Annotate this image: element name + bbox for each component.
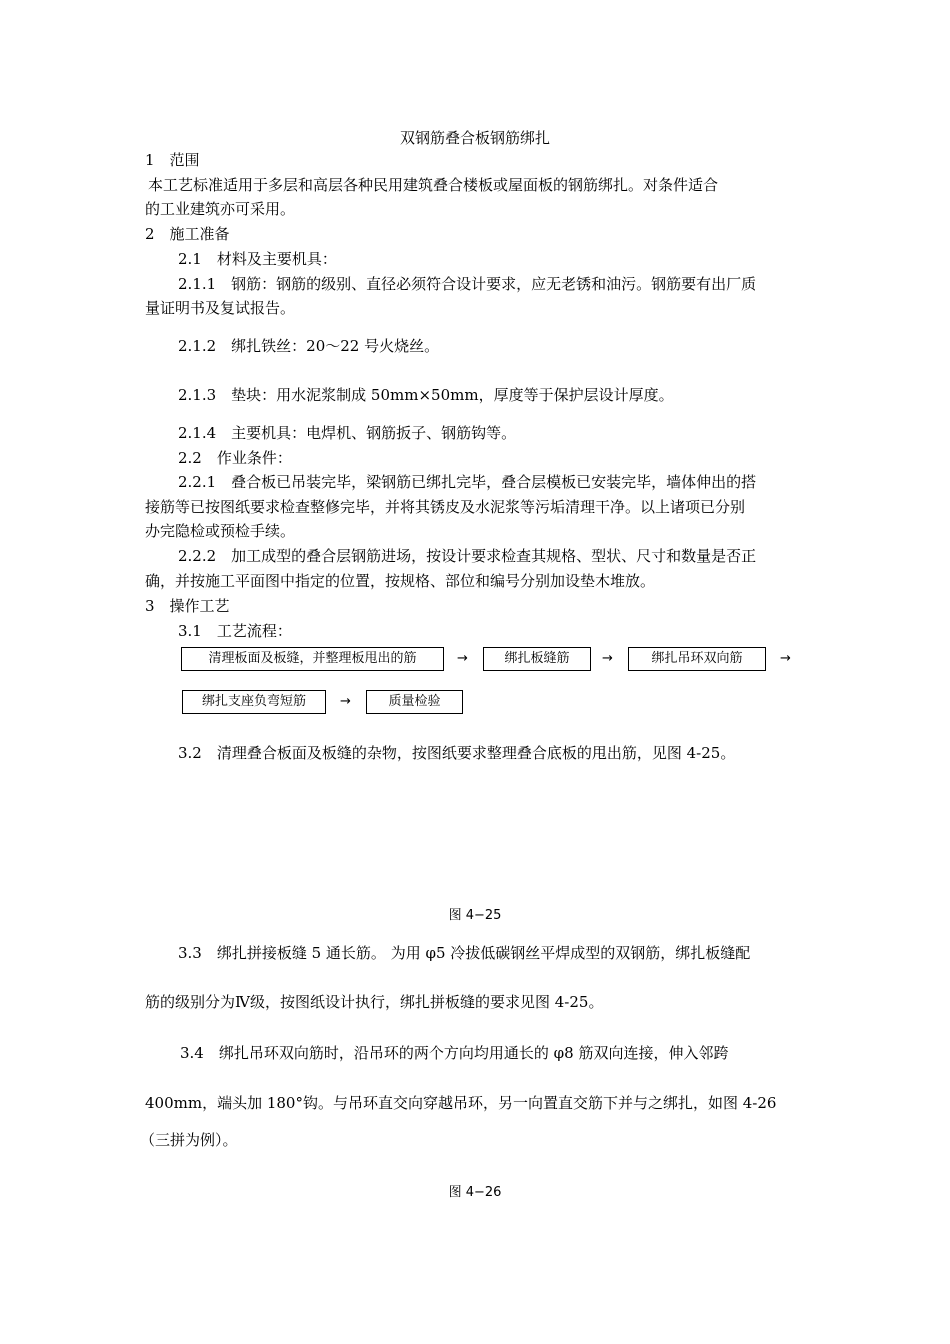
- flow-arrow-icon: →: [457, 651, 468, 666]
- item-3-3-line-1: 3.3 绑扎拼接板缝 5 通长筋。 为用 φ5 冷拔低碳钢丝平焊成型的双钢筋，绑扎板缝配: [178, 944, 751, 962]
- item-2-1-2: 2.1.2 绑扎铁丝：20～22 号火烧丝。: [178, 337, 440, 355]
- figure-4-25-caption: 图 4−25: [448, 908, 502, 923]
- item-2-2-2-line-1: 2.2.2 加工成型的叠合层钢筋进场，按设计要求检查其规格、型状、尺寸和数量是否正: [178, 547, 757, 565]
- item-2-1-1-line-2: 量证明书及复试报告。: [145, 299, 296, 317]
- section-2-2-heading: 2.2 作业条件：: [178, 449, 292, 467]
- item-2-2-1-line-3: 办完隐检或预检手续。: [145, 522, 296, 540]
- flow-step-seam-bars: 绑扎板缝筋: [483, 647, 591, 671]
- flow-arrow-icon: →: [780, 651, 791, 666]
- section-3-heading: 3 操作工艺: [145, 597, 230, 615]
- item-3-4-line-3: （三拼为例）。: [140, 1131, 238, 1149]
- section-2-1-heading: 2.1 材料及主要机具：: [178, 250, 337, 268]
- item-2-2-2-line-2: 确，并按施工平面图中指定的位置，按规格、部位和编号分别加设垫木堆放。: [145, 572, 656, 590]
- section-3-1-heading: 3.1 工艺流程：: [178, 622, 292, 640]
- item-2-2-1-line-1: 2.2.1 叠合板已吊装完毕，梁钢筋已绑扎完毕，叠合层模板已安装完毕，墙体伸出的搭: [178, 473, 757, 491]
- flow-arrow-icon: →: [340, 694, 351, 709]
- item-2-1-3: 2.1.3 垫块：用水泥浆制成 50mm×50mm，厚度等于保护层设计厚度。: [178, 386, 674, 404]
- item-3-3-line-2: 筋的级别分为Ⅳ级，按图纸设计执行，绑扎拼板缝的要求见图 4-25。: [145, 993, 604, 1011]
- item-2-1-1-line-1: 2.1.1 钢筋：钢筋的级别、直径必须符合设计要求，应无老锈和油污。钢筋要有出厂质: [178, 275, 757, 293]
- item-2-2-1-line-2: 接筋等已按图纸要求检查整修完毕，并将其锈皮及水泥浆等污垢清理干净。以上诸项已分别: [145, 498, 746, 516]
- document-title: 双钢筋叠合板钢筋绑扎: [399, 129, 550, 147]
- flow-step-clean-board: 清理板面及板缝，并整理板甩出的筋: [181, 647, 444, 671]
- item-2-1-4: 2.1.4 主要机具：电焊机、钢筋扳子、钢筋钩等。: [178, 424, 517, 442]
- figure-4-26-caption: 图 4−26: [448, 1185, 502, 1200]
- item-3-4-line-1: 3.4 绑扎吊环双向筋时，沿吊环的两个方向均用通长的 φ8 筋双向连接，伸入邻跨: [180, 1044, 729, 1062]
- flow-step-ring-bars: 绑扎吊环双向筋: [628, 647, 766, 671]
- item-3-4-line-2: 400mm，端头加 180°钩。与吊环直交向穿越吊环，另一向置直交筋下并与之绑扎，如图 4-26: [145, 1094, 777, 1112]
- flow-step-quality-check: 质量检验: [366, 690, 463, 714]
- flow-arrow-icon: →: [602, 651, 613, 666]
- section-2-heading: 2 施工准备: [145, 225, 230, 243]
- section-1-text-line-1: 本工艺标准适用于多层和高层各种民用建筑叠合楼板或屋面板的钢筋绑扎。对条件适合: [148, 176, 719, 194]
- flow-step-support-bars: 绑扎支座负弯短筋: [182, 690, 326, 714]
- section-1-text-line-2: 的工业建筑亦可采用。: [145, 200, 296, 218]
- section-1-heading: 1 范围: [145, 151, 200, 169]
- item-3-2: 3.2 清理叠合板面及板缝的杂物，按图纸要求整理叠合底板的甩出筋，见图 4-25。: [178, 744, 736, 762]
